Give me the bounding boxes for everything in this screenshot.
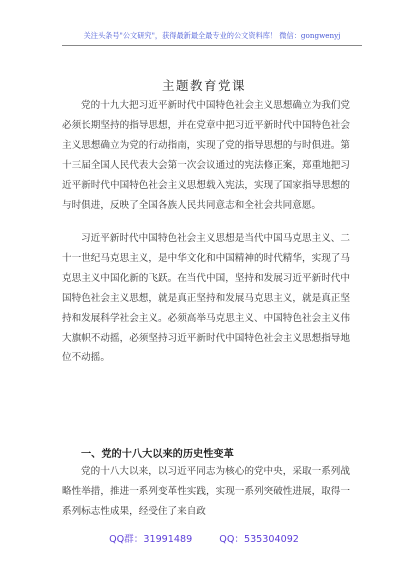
header-divider [62,45,362,46]
page-title: 主题教育党课 [161,78,246,93]
footer-qq-group: QQ群：31991489 [109,534,193,545]
body-paragraph-2: 习近平新时代中国特色社会主义思想是当代中国马克思主义、二十一世纪马克思主义，是中华文化和中国精神的时代精华，实现了马克思主义中国化新的飞跃。在当代中国，坚持和发展习近平新时代中国特色社会主义思想，就是真正坚持和发展马克思主义，就是真正坚持和发展科学社会主义。必须高举马克思主义、中国特色社会主义伟大旗帜不动摇，必须坚持习近平新时代中国特色社会主义思想指导地位不动摇。 [62,233,350,364]
header-notice: 关注头条号"公文研究"，获得最新最全最专业的公文资料库！ 微信：gongwenyj [83,31,341,40]
section-paragraph: 党的十八大以来，以习近平同志为核心的党中央，采取一系列战略性举措，推进一系列变革性实践，实现一系列突破性进展，取得一系列标志性成果，经受住了来自政 [62,466,350,517]
footer-qq: QQ：535304092 [219,534,299,545]
body-paragraph-1: 党的十九大把习近平新时代中国特色社会主义思想确立为我们党必须长期坚持的指导思想，并在党章中把习近平新时代中国特色社会主义思想确立为党的行动指南，实现了党的指导思想的与时俱进。第十三届全国人民代表大会第一次会议通过的宪法修正案，郑重地把习近平新时代中国特色社会主义思想载入宪法，实现了国家指导思想的与时俱进，反映了全国各族人民共同意志和全社会共同意愿。 [62,100,350,211]
footer-contact [0,530,408,550]
section-heading: 一、党的十八大以来的历史性变革 [81,449,234,460]
